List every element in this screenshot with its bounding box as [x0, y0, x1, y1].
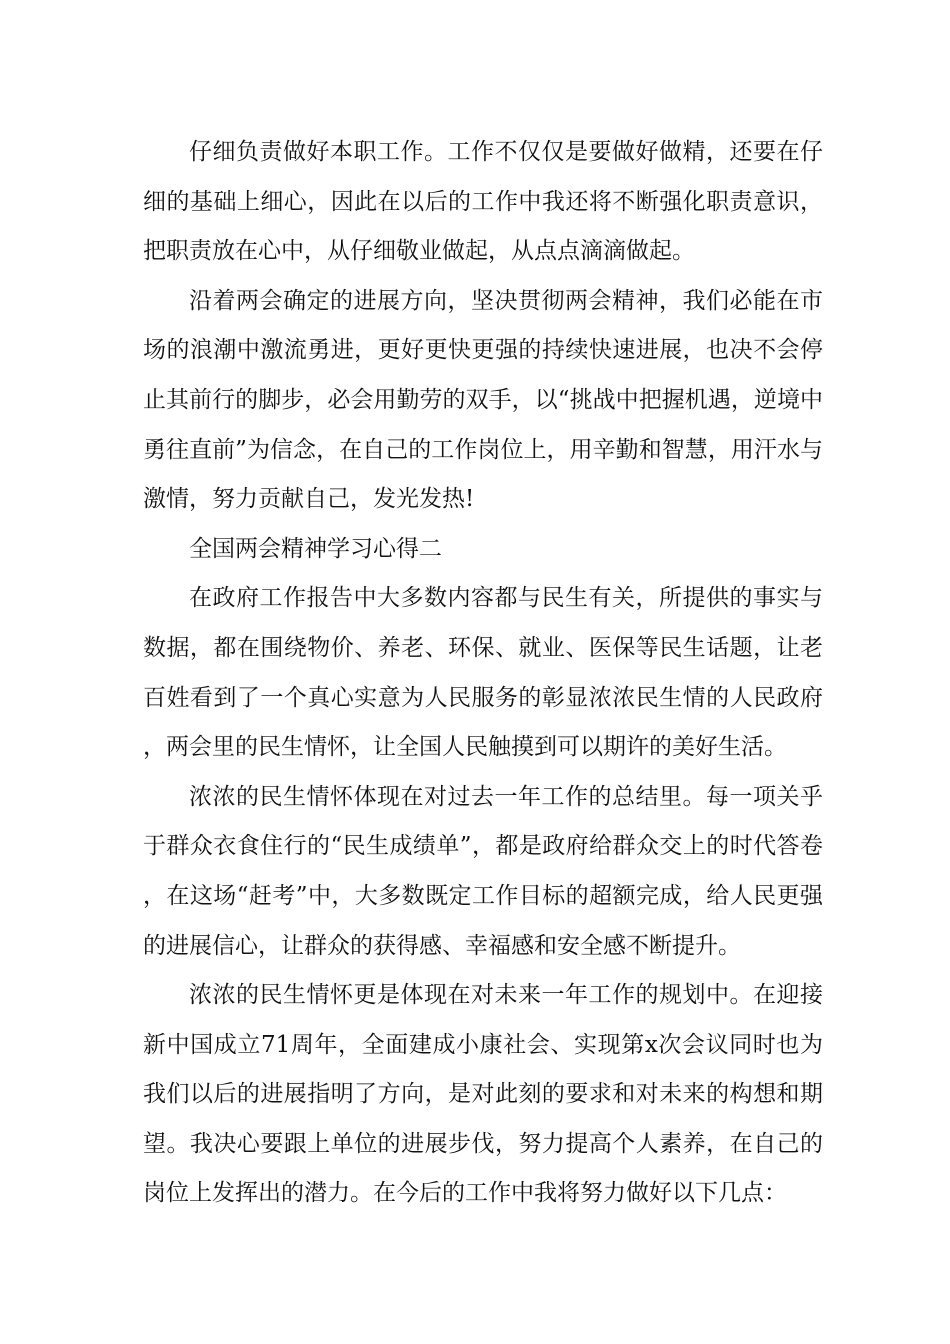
paragraph-past-year-summary: 浓浓的民生情怀体现在对过去一年工作的总结里。每一项关乎于群众衣食住行的“民生成绩单”，都是政府给群众交上的时代答卷，在这场“赶考”中，大多数既定工作目标的超额完成，给人民更强的进展信心，让群众的获得感、幸福感和安全感不断提升。 [143, 783, 823, 959]
paragraph-future-plan: 浓浓的民生情怀更是体现在对未来一年工作的规划中。在迎接新中国成立71周年，全面建成小康社会、实现第x次会议同时也为我们以后的进展指明了方向，是对此刻的要求和对未来的构想和期望。我决心要跟上单位的进展步伐，努力提高个人素养，在自己的岗位上发挥出的潜力。在今后的工作中我将努力做好以下几点： [143, 982, 823, 1207]
document-body [143, 128, 823, 1219]
paragraph-two-sessions-spirit: 沿着两会确定的进展方向，坚决贯彻两会精神，我们必能在市场的浪潮中激流勇进，更好更快更强的持续快速进展，也决不会停止其前行的脚步，必会用勤劳的双手，以“挑战中把握机遇，逆境中勇往直前”为信念，在自己的工作岗位上，用辛勤和智慧，用汗水与激情，努力贡献自己，发光发热! [143, 287, 823, 513]
paragraph-government-report: 在政府工作报告中大多数内容都与民生有关，所提供的事实与数据，都在围绕物价、养老、环保、就业、医保等民生话题，让老百姓看到了一个真心实意为人民服务的彰显浓浓民生情的人民政府，两会里的民生情怀，让全国人民触摸到可以期许的美好生活。 [143, 585, 823, 761]
section-heading: 全国两会精神学习心得二 [189, 535, 442, 562]
paragraph-duty: 仔细负责做好本职工作。工作不仅仅是要做好做精，还要在仔细的基础上细心，因此在以后的工作中我还将不断强化职责意识，把职责放在心中，从仔细敬业做起，从点点滴滴做起。 [143, 139, 823, 265]
